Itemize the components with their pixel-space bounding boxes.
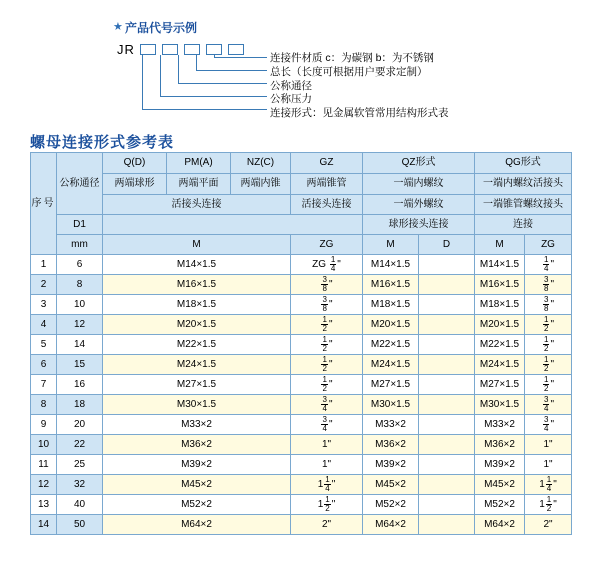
code-box-3 bbox=[184, 44, 200, 55]
desc-nzc: 两端内锥 bbox=[231, 174, 291, 195]
leader-line-5 bbox=[142, 55, 267, 110]
table-row bbox=[31, 435, 572, 455]
cell-qz-d bbox=[419, 515, 475, 535]
cell-dn: 15 bbox=[57, 355, 103, 375]
cell-qz-m: M27×1.5 bbox=[363, 375, 419, 395]
cell-seq: 4 bbox=[31, 315, 57, 335]
cell-dn: 6 bbox=[57, 255, 103, 275]
cell-qg-zg: 1" bbox=[525, 435, 572, 455]
cell-dn: 25 bbox=[57, 455, 103, 475]
table-body bbox=[31, 255, 572, 535]
table-head bbox=[31, 153, 572, 255]
cell-m: M24×1.5 bbox=[103, 355, 291, 375]
desc-qg: 一端内螺纹活接头 bbox=[475, 174, 572, 195]
cell-qz-m: M39×2 bbox=[363, 455, 419, 475]
diagram-title: 产品代号示例 bbox=[125, 21, 198, 35]
callout-material: 连接件材质 c：为碳钢 b：为不锈钢 bbox=[270, 52, 434, 64]
cell-qz-d bbox=[419, 495, 475, 515]
cell-qg-zg: $\frac{3}{8}$ " bbox=[525, 295, 572, 315]
unit-qg-zg: ZG bbox=[525, 235, 572, 255]
cell-qg-m: M18×1.5 bbox=[475, 295, 525, 315]
cell-dn: 22 bbox=[57, 435, 103, 455]
head-row-types bbox=[31, 153, 572, 174]
table-row bbox=[31, 275, 572, 295]
desc-union-connect: 活接头连接 bbox=[103, 195, 291, 215]
cell-qz-d bbox=[419, 335, 475, 355]
desc-qz: 一端内螺纹 bbox=[363, 174, 475, 195]
unit-m: M bbox=[103, 235, 291, 255]
cell-gz-zg: $\frac{1}{2}$ " bbox=[291, 375, 363, 395]
cell-dn: 16 bbox=[57, 375, 103, 395]
table-row bbox=[31, 455, 572, 475]
desc-qd: 两端球形 bbox=[103, 174, 167, 195]
cell-qz-d bbox=[419, 375, 475, 395]
cell-seq: 3 bbox=[31, 295, 57, 315]
unit-qz-d: D bbox=[419, 235, 475, 255]
cell-m: M36×2 bbox=[103, 435, 291, 455]
cell-gz-zg: $\frac{3}{4}$ " bbox=[291, 395, 363, 415]
cell-gz-zg: 1 $\frac{1}{2}$ " bbox=[291, 495, 363, 515]
cell-qg-zg: $\frac{1}{2}$ " bbox=[525, 355, 572, 375]
cell-m: M33×2 bbox=[103, 415, 291, 435]
unit-qz-m: M bbox=[363, 235, 419, 255]
head-row-desc2 bbox=[31, 195, 572, 215]
col-type-gz: GZ bbox=[291, 153, 363, 174]
cell-qg-zg: $\frac{1}{2}$ " bbox=[525, 375, 572, 395]
col-dn: 公称通径 bbox=[57, 153, 103, 215]
table-row bbox=[31, 515, 572, 535]
cell-qz-d bbox=[419, 475, 475, 495]
head-row-units bbox=[31, 235, 572, 255]
cell-qz-m: M18×1.5 bbox=[363, 295, 419, 315]
callout-connection-type: 连接形式：见金属软管常用结构形式表 bbox=[270, 107, 449, 119]
cell-qg-m: M45×2 bbox=[475, 475, 525, 495]
nut-connection-table bbox=[30, 152, 571, 535]
table-row bbox=[31, 395, 572, 415]
desc-qg-connect: 连接 bbox=[475, 215, 572, 235]
cell-qz-m: M45×2 bbox=[363, 475, 419, 495]
cell-m: M22×1.5 bbox=[103, 335, 291, 355]
cell-qz-d bbox=[419, 395, 475, 415]
cell-gz-zg: $\frac{1}{2}$ " bbox=[291, 335, 363, 355]
table-title: 螺母连接形式参考表 bbox=[30, 134, 175, 151]
cell-gz-zg: 1 $\frac{1}{4}$ " bbox=[291, 475, 363, 495]
code-box-1 bbox=[140, 44, 156, 55]
cell-qg-m: M16×1.5 bbox=[475, 275, 525, 295]
callout-length: 总长（长度可根据用户要求定制） bbox=[270, 66, 428, 78]
cell-qz-d bbox=[419, 255, 475, 275]
cell-gz-zg: 2" bbox=[291, 515, 363, 535]
blank-cell-1 bbox=[103, 215, 363, 235]
cell-dn: 8 bbox=[57, 275, 103, 295]
cell-gz-zg: $\frac{3}{4}$ " bbox=[291, 415, 363, 435]
cell-gz-zg: $\frac{3}{8}$ " bbox=[291, 295, 363, 315]
cell-qg-m: M24×1.5 bbox=[475, 355, 525, 375]
code-box-2 bbox=[162, 44, 178, 55]
cell-qz-m: M14×1.5 bbox=[363, 255, 419, 275]
table-row bbox=[31, 315, 572, 335]
product-code-diagram bbox=[0, 0, 600, 128]
table-row bbox=[31, 475, 572, 495]
cell-qg-m: M39×2 bbox=[475, 455, 525, 475]
head-row-d1 bbox=[31, 215, 572, 235]
table bbox=[30, 152, 572, 535]
cell-qg-zg: $\frac{1}{2}$ " bbox=[525, 335, 572, 355]
cell-m: M30×1.5 bbox=[103, 395, 291, 415]
desc-qg-taper: 一端锥管螺纹接头 bbox=[475, 195, 572, 215]
cell-gz-zg: $\frac{1}{2}$ " bbox=[291, 315, 363, 335]
cell-qg-zg: 1" bbox=[525, 455, 572, 475]
table-row bbox=[31, 355, 572, 375]
cell-seq: 11 bbox=[31, 455, 57, 475]
star-icon: ★ bbox=[113, 21, 123, 33]
cell-qg-m: M22×1.5 bbox=[475, 335, 525, 355]
cell-qz-d bbox=[419, 415, 475, 435]
cell-qg-zg: $\frac{1}{4}$ " bbox=[525, 255, 572, 275]
col-seq: 序号 bbox=[31, 153, 57, 255]
table-row bbox=[31, 415, 572, 435]
col-type-qd: Q(D) bbox=[103, 153, 167, 174]
cell-qg-zg: $\frac{1}{2}$ " bbox=[525, 315, 572, 335]
cell-seq: 5 bbox=[31, 335, 57, 355]
cell-qz-m: M33×2 bbox=[363, 415, 419, 435]
col-type-qz: QZ形式 bbox=[363, 153, 475, 174]
cell-seq: 8 bbox=[31, 395, 57, 415]
callout-nominal-diameter: 公称通径 bbox=[270, 80, 312, 92]
desc-qz-ball: 球形接头连接 bbox=[363, 215, 475, 235]
col-type-nzc: NZ(C) bbox=[231, 153, 291, 174]
cell-qz-d bbox=[419, 295, 475, 315]
cell-dn: 40 bbox=[57, 495, 103, 515]
cell-gz-zg: ZG $\frac{1}{4}$ " bbox=[291, 255, 363, 275]
desc-gz: 两端锥管 bbox=[291, 174, 363, 195]
cell-seq: 9 bbox=[31, 415, 57, 435]
table-row bbox=[31, 495, 572, 515]
desc-qz-external: 一端外螺纹 bbox=[363, 195, 475, 215]
cell-qg-zg: $\frac{3}{4}$ " bbox=[525, 395, 572, 415]
cell-dn: 20 bbox=[57, 415, 103, 435]
cell-qg-zg: 1 $\frac{1}{4}$ " bbox=[525, 475, 572, 495]
cell-qz-d bbox=[419, 275, 475, 295]
cell-qz-d bbox=[419, 355, 475, 375]
cell-seq: 13 bbox=[31, 495, 57, 515]
cell-gz-zg: 1" bbox=[291, 435, 363, 455]
cell-m: M27×1.5 bbox=[103, 375, 291, 395]
cell-qg-zg: $\frac{3}{4}$ " bbox=[525, 415, 572, 435]
unit-mm: mm bbox=[57, 235, 103, 255]
cell-qg-zg: 2" bbox=[525, 515, 572, 535]
cell-dn: 50 bbox=[57, 515, 103, 535]
cell-dn: 10 bbox=[57, 295, 103, 315]
cell-qz-m: M52×2 bbox=[363, 495, 419, 515]
cell-seq: 7 bbox=[31, 375, 57, 395]
cell-m: M14×1.5 bbox=[103, 255, 291, 275]
code-prefix: JR bbox=[117, 42, 135, 57]
code-boxes bbox=[140, 43, 247, 55]
table-row bbox=[31, 335, 572, 355]
cell-m: M39×2 bbox=[103, 455, 291, 475]
cell-qg-zg: 1 $\frac{1}{2}$ " bbox=[525, 495, 572, 515]
cell-m: M18×1.5 bbox=[103, 295, 291, 315]
desc-pma: 两端平面 bbox=[167, 174, 231, 195]
cell-qz-m: M64×2 bbox=[363, 515, 419, 535]
cell-m: M20×1.5 bbox=[103, 315, 291, 335]
cell-qz-m: M30×1.5 bbox=[363, 395, 419, 415]
cell-qg-m: M14×1.5 bbox=[475, 255, 525, 275]
cell-qg-m: M20×1.5 bbox=[475, 315, 525, 335]
cell-qg-m: M36×2 bbox=[475, 435, 525, 455]
cell-qz-m: M22×1.5 bbox=[363, 335, 419, 355]
cell-qz-d bbox=[419, 435, 475, 455]
cell-seq: 12 bbox=[31, 475, 57, 495]
cell-qz-m: M20×1.5 bbox=[363, 315, 419, 335]
desc-gz-union: 活接头连接 bbox=[291, 195, 363, 215]
cell-m: M45×2 bbox=[103, 475, 291, 495]
unit-qg-m: M bbox=[475, 235, 525, 255]
code-box-4 bbox=[206, 44, 222, 55]
cell-dn: 12 bbox=[57, 315, 103, 335]
table-row bbox=[31, 295, 572, 315]
cell-qz-m: M16×1.5 bbox=[363, 275, 419, 295]
cell-seq: 2 bbox=[31, 275, 57, 295]
cell-m: M64×2 bbox=[103, 515, 291, 535]
cell-qg-m: M64×2 bbox=[475, 515, 525, 535]
table-row bbox=[31, 255, 572, 275]
cell-qz-m: M36×2 bbox=[363, 435, 419, 455]
cell-gz-zg: 1" bbox=[291, 455, 363, 475]
cell-seq: 14 bbox=[31, 515, 57, 535]
table-row bbox=[31, 375, 572, 395]
head-row-desc1 bbox=[31, 174, 572, 195]
code-box-5 bbox=[228, 44, 244, 55]
cell-gz-zg: $\frac{1}{2}$ " bbox=[291, 355, 363, 375]
cell-qg-m: M33×2 bbox=[475, 415, 525, 435]
cell-qg-m: M27×1.5 bbox=[475, 375, 525, 395]
col-type-pma: PM(A) bbox=[167, 153, 231, 174]
unit-zg: ZG bbox=[291, 235, 363, 255]
cell-dn: 14 bbox=[57, 335, 103, 355]
cell-seq: 6 bbox=[31, 355, 57, 375]
cell-m: M52×2 bbox=[103, 495, 291, 515]
cell-m: M16×1.5 bbox=[103, 275, 291, 295]
cell-seq: 10 bbox=[31, 435, 57, 455]
cell-qz-d bbox=[419, 455, 475, 475]
cell-qg-m: M30×1.5 bbox=[475, 395, 525, 415]
callout-nominal-pressure: 公称压力 bbox=[270, 93, 312, 105]
cell-seq: 1 bbox=[31, 255, 57, 275]
cell-qz-m: M24×1.5 bbox=[363, 355, 419, 375]
cell-qg-zg: $\frac{3}{8}$ " bbox=[525, 275, 572, 295]
label-d1: D1 bbox=[57, 215, 103, 235]
cell-gz-zg: $\frac{3}{8}$ " bbox=[291, 275, 363, 295]
cell-dn: 32 bbox=[57, 475, 103, 495]
cell-qz-d bbox=[419, 315, 475, 335]
col-type-qg: QG形式 bbox=[475, 153, 572, 174]
cell-dn: 18 bbox=[57, 395, 103, 415]
cell-qg-m: M52×2 bbox=[475, 495, 525, 515]
